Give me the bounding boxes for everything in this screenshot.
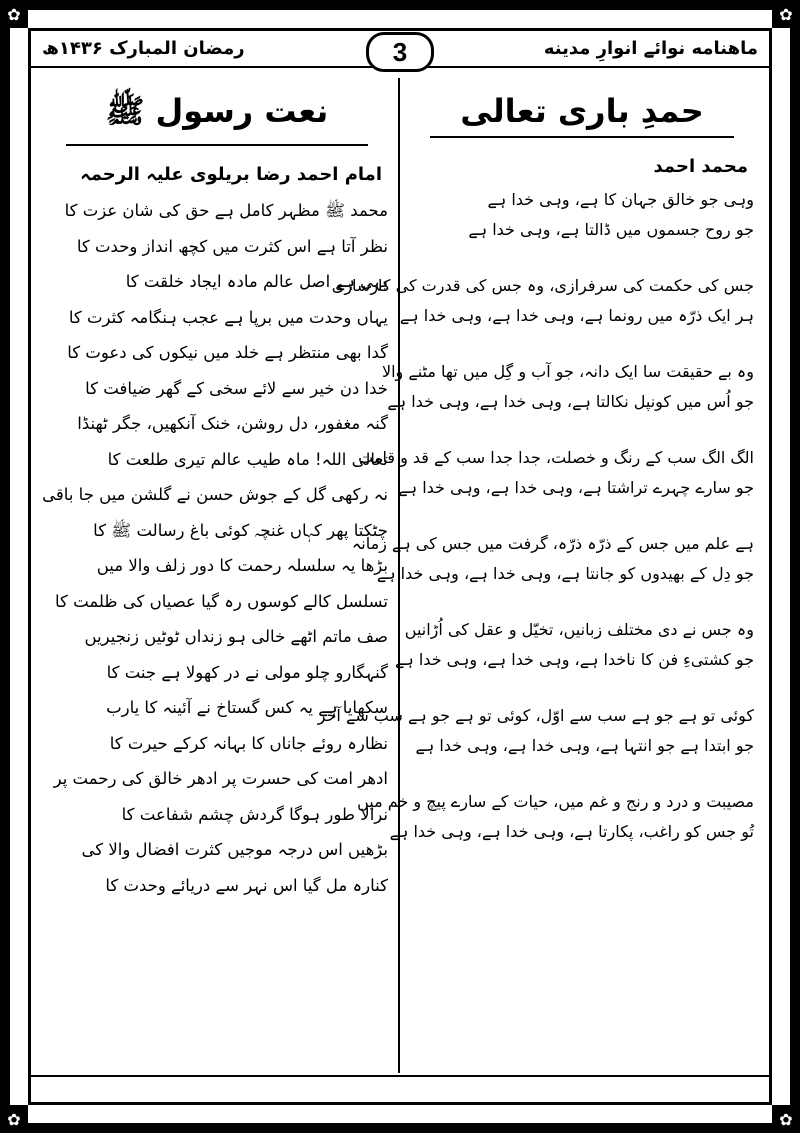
page-number: 3	[366, 32, 434, 72]
corner-ornament-icon: ✿	[0, 1105, 28, 1133]
hamd-stanza	[357, 787, 754, 847]
verse-line: تعالی اللہ! ماہ طیب عالم تیری طلعت کا	[107, 449, 388, 469]
hamd-stanza	[381, 357, 754, 417]
issue-month: رمضان المبارک ۱۴۳۶ھ	[42, 37, 245, 59]
verse-line: کنارہ مل گیا اس نہر سے دریائے وحدت کا	[105, 875, 388, 895]
verse-line: خدا دن خیر سے لائے سخی کے گھر ضیافت کا	[85, 378, 388, 398]
bottom-border	[28, 1075, 772, 1105]
corner-ornament-icon: ✿	[772, 1105, 800, 1133]
corner-ornament-icon: ✿	[0, 0, 28, 28]
hamd-stanza	[317, 701, 754, 761]
verse-line: ہر ایک ذرّہ میں رونما ہے، وہی خدا ہے، وہی خدا ہے	[399, 306, 754, 325]
hamd-stanzas	[317, 185, 754, 847]
verse-line: گدا بھی منتظر ہے خلد میں نیکوں کی دعوت کا	[67, 343, 388, 362]
hamd-title: حمدِ باری تعالی	[460, 92, 704, 130]
verse-line: صف ماتم اٹھے خالی ہو زنداں ٹوٹیں زنجیریں	[84, 627, 388, 646]
hamd-stanza	[331, 271, 754, 331]
hamd-stanza	[358, 443, 754, 503]
verse-line: جو روح جسموں میں ڈالتا ہے، وہی خدا ہے	[468, 220, 754, 239]
verse-line: مصیبت و درد و رنج و غم میں، حیات کے سارے پیچ و خم میں	[357, 792, 754, 811]
verse-line: یہاں وحدت میں برپا ہے عجب ہنگامہ کثرت کا	[68, 307, 388, 327]
title-divider	[66, 144, 368, 146]
verse-line: کوئی تو ہے جو ہے سب سے اوّل، کوئی تو ہے جو ہے سب سے آخر	[317, 706, 754, 725]
content-columns	[36, 78, 764, 1073]
naat-author: امام احمد رضا بریلوی علیہ الرحمہ	[80, 164, 382, 185]
verse-line: گنہگارو چلو مولی نے در کھولا ہے جنت کا	[106, 662, 388, 682]
hamd-stanza	[410, 185, 754, 245]
verse-line: تُو جس کو راغب، پکارتا ہے، وہی خدا ہے، وہی خدا ہے	[389, 822, 754, 841]
verse-line: جو دِل کے بھیدوں کو جانتا ہے، وہی خدا ہے، وہی خدا ہے	[376, 564, 754, 583]
hamd-stanza	[395, 615, 754, 675]
verse-line: جو ابتدا ہے جو انتہا ہے، وہی خدا ہے، وہی خدا ہے	[415, 736, 754, 755]
verse-line: سکھایا ہے یہ کس گستاخ نے آئینہ کا یارب	[106, 698, 388, 717]
verse-line: وہ بے حقیقت سا ایک دانہ، جو آب و گِل میں تھا مٹنے والا	[381, 362, 754, 381]
hamd-author: محمد احمد	[653, 156, 748, 177]
verse-line: گنہ مغفور، دل روشن، خنک آنکھیں، جگر ٹھنڈا	[77, 414, 388, 433]
naat-lines	[42, 193, 388, 903]
verse-line: ہے علم میں جس کے ذرّہ ذرّہ، گرفت میں جس کی ہے زمانہ	[351, 534, 754, 553]
verse-line: ادھر امت کی حسرت پر ادھر خالق کی رحمت پر	[53, 769, 388, 788]
title-divider	[430, 136, 734, 138]
verse-line: بڑھیں اس درجہ موجیں کثرت افضال والا کی	[81, 840, 388, 859]
hamd-stanza	[351, 529, 754, 589]
corner-ornament-icon: ✿	[772, 0, 800, 28]
verse-line: نظر آتا ہے اس کثرت میں کچھ انداز وحدت کا	[76, 236, 388, 256]
verse-line: نظارہ روئے جاناں کا بہانہ کرکے حیرت کا	[109, 733, 388, 753]
verse-line: محمد ﷺ مظہر کامل ہے حق کی شان عزت کا	[64, 201, 388, 220]
verse-line: نرالا طور ہوگا گردش چشم شفاعت کا	[121, 804, 388, 824]
verse-line: جو اُس میں کونپل نکالتا ہے، وہی خدا ہے، وہی خدا ہے	[387, 392, 754, 411]
naat-title: نعت رسول ﷺ	[105, 92, 329, 130]
verse-line: یہی ہے اصل عالم مادہ ایجاد خلقت کا	[125, 272, 388, 291]
magazine-name: ماهنامه نوائے انوارِ مدینه	[543, 37, 758, 59]
verse-line: وہی جو خالق جہان کا ہے، وہی خدا ہے	[487, 190, 754, 209]
verse-line: الگ الگ سب کے رنگ و خصلت، جدا جدا سب کے قد و قامت	[358, 448, 754, 467]
verse-line: بڑھا یہ سلسلہ رحمت کا دور زلف والا میں	[96, 556, 388, 575]
verse-line: وہ جس نے دی مختلف زبانیں، تخیّل و عقل کی اُڑانیں	[404, 620, 754, 639]
verse-line: نہ رکھی گل کے جوش حسن نے گلشن میں جا باقی	[42, 485, 388, 504]
verse-line: چٹکتا پھر کہاں غنچہ کوئی باغ رسالت ﷺ کا	[93, 520, 388, 540]
verse-line: جو کشتیءِ فن کا ناخدا ہے، وہی خدا ہے، وہی خدا ہے	[395, 650, 754, 669]
verse-line: تسلسل کالے کوسوں رہ گیا عصیاں کی ظلمت کا	[55, 591, 388, 611]
naat-column	[36, 78, 400, 1073]
verse-line: جس کی حکمت کی سرفرازی، وہ جس کی قدرت کی کارسازی	[331, 276, 754, 295]
verse-line: جو سارے چہرے تراشتا ہے، وہی خدا ہے، وہی خدا ہے	[398, 478, 754, 497]
hamd-column	[317, 78, 764, 1073]
